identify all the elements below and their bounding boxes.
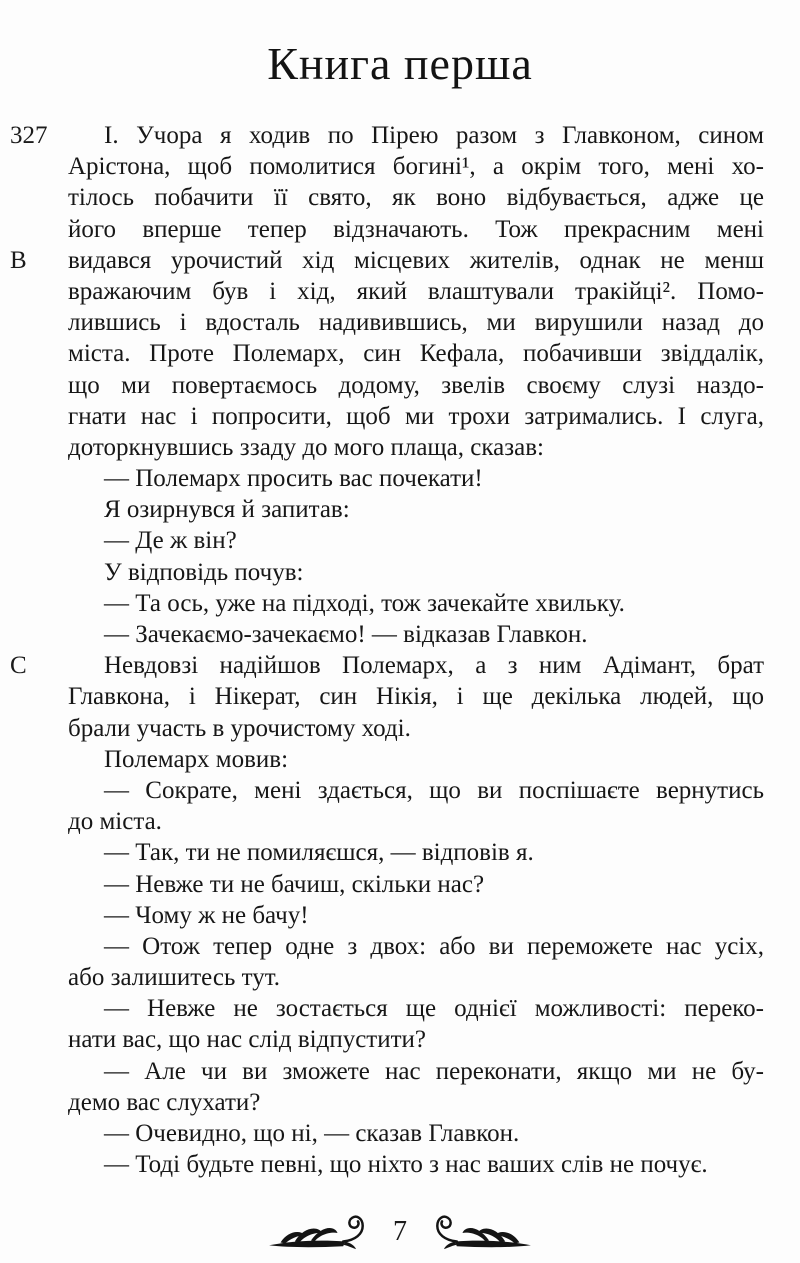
text-line-content: Я озирнувся й запитав: <box>104 496 350 524</box>
text-line-content: брали участь в урочистому ході. <box>68 714 411 742</box>
text-line <box>68 370 764 401</box>
text-line <box>68 432 764 463</box>
text-line <box>68 401 764 432</box>
text-line <box>68 837 764 868</box>
text-line <box>68 494 764 525</box>
text-line-content: — Зачекаємо-зачекаємо! — відказав Главкон. <box>104 621 588 648</box>
text-line-content: — Сократе, мені здається, що ви поспішаєте вернутись <box>104 776 764 804</box>
text-line-content: міста. Проте Полемарх, син Кефала, побачивши звіддалік, <box>68 340 764 368</box>
body-text <box>10 120 764 1180</box>
text-line-content: доторкнувшись ззаду до мого плаща, сказав: <box>68 433 544 461</box>
text-line-content: гнати нас і попросити, щоб ми трохи затримались. І слуга, <box>68 402 764 430</box>
text-line <box>68 993 764 1024</box>
text-line <box>68 806 764 837</box>
text-line-content: Полемарх мовив: <box>104 745 289 773</box>
text-line-content: — Полемарх просить вас почекати! <box>104 465 483 493</box>
text-line <box>68 869 764 900</box>
text-line <box>68 182 764 213</box>
text-line <box>68 713 764 744</box>
text-line-content: — Невже ти не бачиш, скільки нас? <box>104 870 485 898</box>
text-line-content: — Невже не зостається ще однієї можливості: переко- <box>104 995 764 1023</box>
text-line-content: тілось побачити її свято, як воно відбувається, адже це <box>68 184 764 212</box>
text-line <box>68 1024 764 1055</box>
text-line-content: демо вас слухати? <box>68 1088 261 1116</box>
text-line <box>68 151 764 182</box>
text-line <box>68 307 764 338</box>
text-line-content: — Тоді будьте певні, що ніхто з нас ваших слів не почує. <box>104 1151 708 1179</box>
margin-marker: В <box>10 246 27 274</box>
text-line-content: вражаючим був і хід, який влаштували тракійці². Помо- <box>68 277 764 305</box>
flourish-right-icon <box>431 1213 531 1251</box>
text-line-content: — Де ж він? <box>104 527 237 555</box>
page-footer <box>0 1212 800 1252</box>
text-line-content: — Так, ти не помиляєшся, — відповів я. <box>104 839 534 867</box>
margin-marker: 327 <box>10 122 48 149</box>
text-line <box>68 962 764 993</box>
text-line <box>10 650 764 681</box>
text-line <box>10 245 764 276</box>
text-line-content: У відповідь почув: <box>104 558 304 586</box>
text-line <box>68 588 764 619</box>
text-line <box>68 619 764 650</box>
text-line-content: І. Учора я ходив по Пірею разом з Главконом, сином <box>104 122 764 149</box>
text-line-content: — Та ось, уже на підході, тож зачекайте хвильку. <box>104 589 625 617</box>
text-line-content: — Очевидно, що ні, — сказав Главкон. <box>104 1120 520 1147</box>
text-line-content: видався урочистий хід місцевих жителів, однак не менш <box>68 246 764 274</box>
text-line <box>68 214 764 245</box>
text-line <box>68 1118 764 1149</box>
text-line <box>68 681 764 712</box>
text-line <box>68 1149 764 1180</box>
text-line-content: — Але чи ви зможете нас переконати, якщо ми не бу- <box>104 1057 764 1085</box>
margin-marker: С <box>10 652 27 680</box>
text-line-content: — Отож тепер одне з двох: або ви переможете нас усіх, <box>104 932 764 960</box>
text-line <box>68 744 764 775</box>
text-line-content: або залишитесь тут. <box>68 964 281 992</box>
text-line <box>68 525 764 556</box>
text-line <box>68 338 764 369</box>
text-line-content: що ми повертаємось додому, звелів своєму слузі наздо- <box>68 371 764 399</box>
text-line <box>68 1056 764 1087</box>
text-line-content: лившись і вдосталь надивившись, ми вирушили назад до <box>68 309 764 337</box>
text-line <box>10 120 764 151</box>
text-line-content: його вперше тепер відзначають. Тож прекрасним мені <box>68 215 764 243</box>
flourish-left-icon <box>269 1213 369 1251</box>
text-line-content: — Чому ж не бачу! <box>104 901 309 929</box>
text-line-content: Невдовзі надійшов Полемарх, а з ним Адімант, брат <box>104 652 764 680</box>
text-line <box>68 1087 764 1118</box>
text-line <box>68 775 764 806</box>
page-number: 7 <box>393 1216 407 1247</box>
text-line <box>68 900 764 931</box>
text-line-content: Главкона, і Нікерат, син Нікія, і ще декілька людей, що <box>68 683 764 711</box>
text-line-content: Арістона, щоб помолитися богині¹, а окрім того, мені хо- <box>68 153 764 181</box>
text-line-content: до міста. <box>68 808 162 836</box>
text-line-content: нати вас, що нас слід відпустити? <box>68 1026 427 1054</box>
text-line <box>68 931 764 962</box>
text-line <box>68 557 764 588</box>
text-line <box>68 276 764 307</box>
page-title: Книга перша <box>267 37 533 89</box>
text-line <box>68 463 764 494</box>
